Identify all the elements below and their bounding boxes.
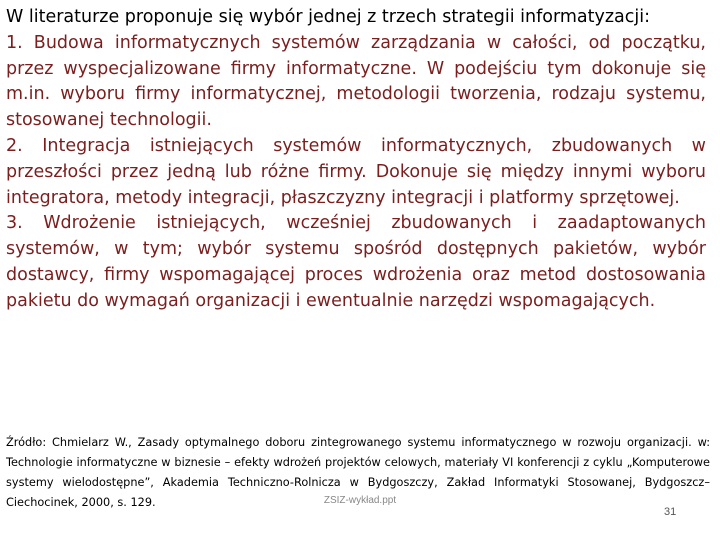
strategy-item-2: 2. Integracja istniejących systemów informatycznych, zbudowanych w przeszłości przez jedną lub różne firmy. Dokonuje się między innymi wyboru integratora, metody integracji, płaszczyzny integracji i platformy sprzętowej. <box>6 135 706 208</box>
strategy-item-1: 1. Budowa informatycznych systemów zarządzania w całości, od początku, przez wyspecjalizowane firmy informatyczne. W podejściu tym dokonuje się m.in. wyboru firmy informatycznej, metodologii tworzenia, rodzaju systemu, stosowanej technologii. <box>6 32 706 131</box>
strategy-item-3: 3. Wdrożenie istniejących, wcześniej zbudowanych i zaadaptowanych systemów, w tym; wybór systemu spośród dostępnych pakietów, wybór dostawcy, firmy wspomagającej proces wdrożenia oraz metod dostosowania pakietu do wymagań organizacji i ewentualnie narzędzi wspomagających. <box>6 213 706 311</box>
footer-file-name: ZSIZ-wykład.ppt <box>323 495 397 506</box>
source-citation: Źródło: Chmielarz W., Zasady optymalnego doboru zintegrowanego systemu informatycznego w rozwoju organizacji. w: Technologie informatyczne w biznesie – efekty wdrożeń projektów celowych, materiały VI konferencji z cyklu „Komputerowe systemy wielodostępne”, Akademia Techniczno-Rolnicza w Bydgoszczy, Zakład Informatyki Stosowanej, Bydgoszcz–Ciechocinek, 2000, s. 129. <box>6 436 710 509</box>
page-number: 31 <box>664 506 677 518</box>
slide-body <box>6 5 706 315</box>
intro-text: W literaturze proponuje się wybór jednej z trzech strategii informatyzacji: <box>6 7 650 27</box>
